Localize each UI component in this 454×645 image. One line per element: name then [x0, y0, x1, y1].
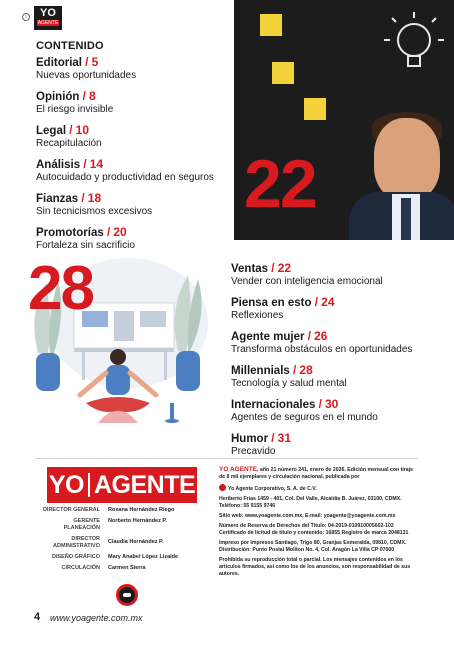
toc-title: CONTENIDO [36, 40, 104, 52]
toc-desc: Fortaleza sin sacrificio [36, 240, 135, 251]
toc-desc: Nuevas oportunidades [36, 70, 137, 81]
staff-row [40, 507, 220, 514]
toc-entry[interactable]: Fianzas / 18 Sin tecnicismos excesivos [36, 192, 236, 218]
yo-agente-logo [47, 467, 197, 503]
staff-name: Carmen Sierra [108, 565, 146, 571]
colophon-web[interactable]: Sitio web: www.yoagente.com.mx, E-mail: yoagente@yoagente.com.mx [219, 513, 396, 519]
toc-entry[interactable]: Agente mujer / 26 Transforma obstáculos en oportunidades [231, 330, 446, 356]
toc-section: Agente mujer [231, 331, 305, 343]
toc-page: 30 [324, 397, 339, 411]
toc-desc: Autocuidado y productividad en seguros [36, 172, 214, 183]
toc-page: 31 [277, 431, 292, 445]
lightbulb-icon [384, 10, 444, 90]
toc-page: 24 [321, 295, 335, 309]
page-number: 4 [34, 611, 41, 623]
info-icon: i [22, 13, 30, 21]
toc-page: 18 [87, 191, 102, 205]
toc-section: Fianzas [36, 193, 79, 205]
logo-yo: YO [40, 7, 56, 19]
toc-page: 20 [113, 225, 127, 239]
logo-agente: AGENTE [37, 20, 59, 26]
sticky-note [272, 62, 294, 84]
toc-section: Legal [36, 125, 67, 137]
staff-row [40, 554, 220, 561]
colophon-address: Heriberto Frías 1459 - 401, Col. Del Valle, Alcaldía B. Juárez, 03100, CDMX. Teléfono: 55 9155 9746 [219, 496, 402, 509]
staff-role: GERENTE PLANEACIÓN [63, 518, 100, 531]
colophon-reserve: Número de Reserva de Derechos del Título: 04-2019-010910005602-102 Certificado de licitud de título y contenido: 16855 Registro de marca 2048131 [219, 523, 409, 536]
toc-entry[interactable]: Millennials / 28 Tecnología y salud mental [231, 364, 446, 390]
toc-entry[interactable]: Internacionales / 30 Agentes de seguros en el mundo [231, 398, 446, 424]
sticky-note [260, 14, 282, 36]
toc-section: Ventas [231, 263, 269, 275]
staff-name: Norberto Hernández P. [108, 518, 167, 524]
yo-agente-logo-badge [34, 6, 62, 30]
colophon-printer: Impreso por Impresos Santiago, Trigo 80, Granjas Esmeralda, 09810, CDMX. Distribución: Punto Postal Moliton No. 4, Col. Aragón La Villa CP 07000 [219, 540, 407, 553]
logo-agente: AGENTE [93, 471, 196, 499]
toc-left [36, 56, 236, 260]
toc-page: 8 [89, 89, 96, 103]
toc-desc: Agentes de seguros en el mundo [231, 412, 378, 423]
staff-row [40, 565, 220, 572]
toc-entry[interactable]: Análisis / 14 Autocuidado y productividad en seguros [36, 158, 236, 184]
staff-role: CIRCULACIÓN [61, 565, 100, 571]
toc-section: Opinión [36, 91, 80, 103]
toc-desc: Vender con inteligencia emocional [231, 276, 383, 287]
staff-name: Roxana Hernández Riego [108, 507, 175, 513]
feature-number-28: 28 [28, 254, 93, 323]
toc-entry[interactable]: Editorial / 5 Nuevas oportunidades [36, 56, 236, 82]
toc-entry[interactable]: Piensa en esto / 24 Reflexiones [231, 296, 446, 322]
colophon [219, 466, 419, 581]
staff-role: DIRECTOR GENERAL [42, 507, 100, 513]
staff-role: DIRECTOR ADMINISTRATIVO [53, 536, 100, 549]
staff-name: Mary Anabel López Lizalde [108, 554, 179, 560]
colophon-publisher: Yo Agente Corporativo, S. A. de C.V. [228, 486, 317, 492]
website-link[interactable]: www.yoagente.com.mx [50, 613, 143, 623]
logo-yo: YO [48, 471, 84, 499]
toc-entry[interactable]: Opinión / 8 El riesgo invisible [36, 90, 236, 116]
toc-page: 26 [314, 329, 328, 343]
toc-desc: Reflexiones [231, 310, 284, 321]
staff-name: Claudia Hernández P. [108, 539, 164, 545]
toc-entry[interactable]: Ventas / 22 Vender con inteligencia emocional [231, 262, 446, 288]
staff-row [40, 518, 220, 532]
toc-section: Internacionales [231, 399, 316, 411]
staff-role: DISEÑO GRÁFICO [52, 554, 100, 560]
person-tie [401, 198, 411, 240]
publisher-logo-icon [219, 484, 226, 491]
toc-desc: Tecnología y salud mental [231, 378, 347, 389]
toc-desc: Sin tecnicismos excesivos [36, 206, 153, 217]
staff-row [40, 536, 220, 550]
colophon-legal: Prohibida su reproducción total o parcial. Los mensajes contenidos en los artículos firmados, así como los de los anuncios, son responsabilidad de sus autores. [219, 557, 411, 577]
feature-number-22: 22 [244, 146, 316, 222]
toc-entry[interactable]: Humor / 31 Precavido [231, 432, 446, 458]
toc-desc: El riesgo invisible [36, 104, 114, 115]
section-divider [36, 458, 418, 459]
toc-section: Humor [231, 433, 269, 445]
toc-right [231, 262, 446, 466]
staff-list [40, 507, 220, 576]
colophon-brand: YO AGENTE [219, 466, 258, 473]
toc-entry[interactable]: Promotorías / 20 Fortaleza sin sacrificio [36, 226, 236, 252]
toc-section: Promotorías [36, 227, 104, 239]
toc-section: Piensa en esto [231, 297, 312, 309]
emblem-icon [116, 584, 138, 606]
toc-section: Millennials [231, 365, 290, 377]
toc-page: 10 [75, 123, 90, 137]
toc-entry[interactable]: Legal / 10 Recapitulación [36, 124, 236, 150]
toc-section: Análisis [36, 159, 81, 171]
colophon-edition: , año 21 número 241, enero de 2026. Edición mensual con tiraje de 8 mil ejemplares y circulación nacional, publicada por [219, 467, 414, 480]
toc-desc: Recapitulación [36, 138, 102, 149]
toc-page: 28 [299, 363, 313, 377]
toc-desc: Transforma obstáculos en oportunidades [231, 344, 413, 355]
toc-desc: Precavido [231, 446, 276, 457]
person-face [374, 118, 440, 200]
toc-page: 14 [89, 157, 104, 171]
sticky-note [304, 98, 326, 120]
toc-page: 5 [91, 55, 99, 69]
toc-page: 22 [277, 261, 292, 275]
toc-section: Editorial [36, 57, 83, 69]
